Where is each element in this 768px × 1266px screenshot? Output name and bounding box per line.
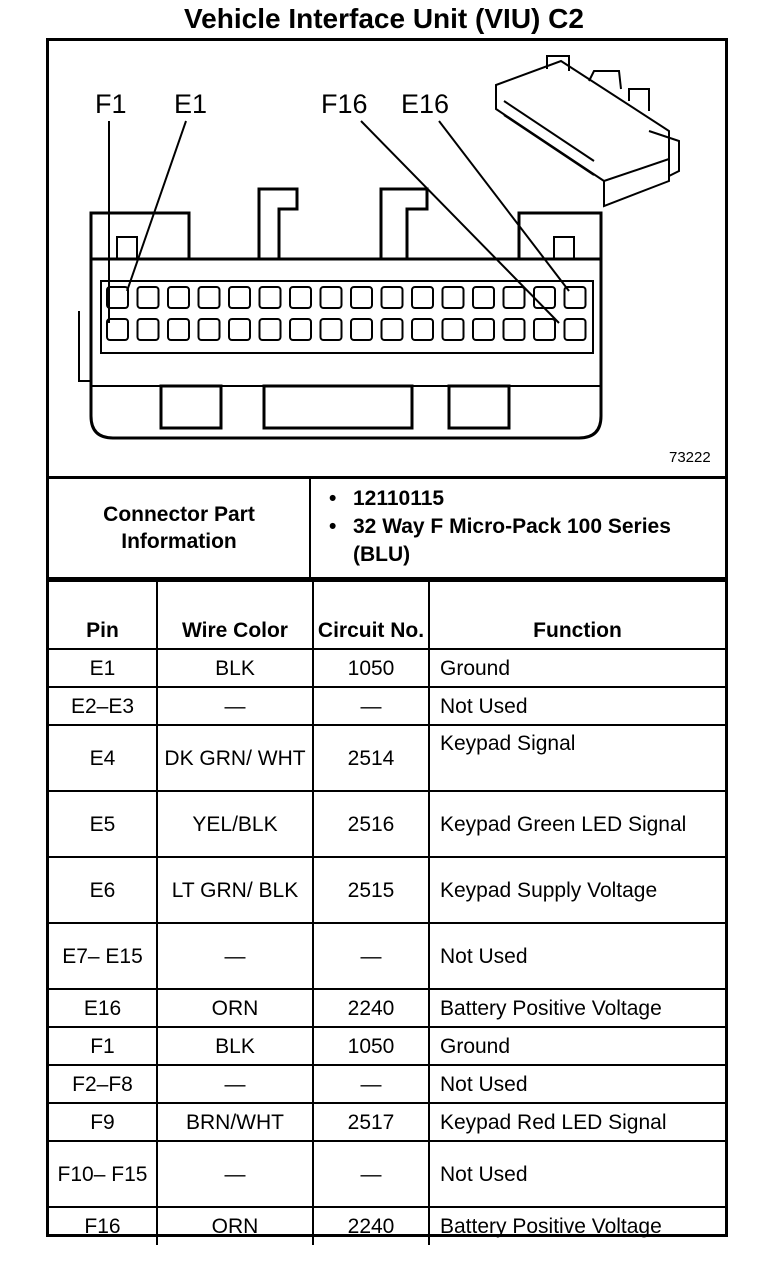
left-latch [259, 189, 297, 259]
table-row [49, 857, 725, 923]
cell-circuit: 2514 [313, 725, 429, 791]
table-row [49, 687, 725, 725]
cell-wire-color: LT GRN/ BLK [157, 857, 313, 923]
bottom-cavity-center [264, 386, 412, 428]
cell-pin: E2–E3 [49, 687, 157, 725]
pin-table [49, 580, 725, 1245]
header-function: Function [429, 581, 725, 649]
cell-wire-color: YEL/BLK [157, 791, 313, 857]
cell-pin: F10– F15 [49, 1141, 157, 1207]
table-row [49, 989, 725, 1027]
label-f1: F1 [95, 89, 127, 119]
pin-cavity [107, 287, 128, 308]
cell-pin: E1 [49, 649, 157, 687]
header-pin: Pin [49, 581, 157, 649]
pin-cavity [534, 287, 555, 308]
pin-face [101, 281, 593, 353]
pin-cavity [229, 319, 250, 340]
cell-circuit: — [313, 1065, 429, 1103]
pin-cavity [534, 319, 555, 340]
connector-frame [46, 38, 728, 1237]
cell-wire-color: BRN/WHT [157, 1103, 313, 1141]
connector-3d-view [496, 56, 679, 206]
table-row [49, 1027, 725, 1065]
table-row [49, 1065, 725, 1103]
connector-body-outline [91, 259, 601, 438]
table-row [49, 725, 725, 791]
pin-cavity [199, 287, 220, 308]
cell-function: Keypad Supply Voltage [429, 857, 725, 923]
pin-cavity [443, 319, 464, 340]
cell-wire-color: ORN [157, 989, 313, 1027]
header-wire-color: Wire Color [157, 581, 313, 649]
cell-circuit: 1050 [313, 1027, 429, 1065]
table-row [49, 1103, 725, 1141]
cell-pin: E7– E15 [49, 923, 157, 989]
cell-function: Not Used [429, 923, 725, 989]
pin-cavity [504, 319, 525, 340]
cell-pin: E6 [49, 857, 157, 923]
cell-circuit: — [313, 923, 429, 989]
cell-circuit: — [313, 1141, 429, 1207]
leader-f16 [361, 121, 559, 323]
label-e1: E1 [174, 89, 208, 119]
cell-function: Keypad Red LED Signal [429, 1103, 725, 1141]
pin-cavity [168, 287, 189, 308]
cell-wire-color: — [157, 1141, 313, 1207]
cell-wire-color: BLK [157, 1027, 313, 1065]
pin-cavity [412, 319, 433, 340]
connector-diagram [49, 41, 725, 476]
side-key [79, 311, 91, 381]
pin-cavity [321, 319, 342, 340]
bottom-cavity-left [161, 386, 221, 428]
cell-pin: F2–F8 [49, 1065, 157, 1103]
cell-circuit: 2515 [313, 857, 429, 923]
cell-wire-color: BLK [157, 649, 313, 687]
cell-function: Battery Positive Voltage [429, 989, 725, 1027]
pin-cavity [229, 287, 250, 308]
cell-wire-color: — [157, 687, 313, 725]
right-notch [554, 237, 574, 259]
table-row [49, 649, 725, 687]
pin-cavities [107, 287, 586, 340]
table-row [49, 923, 725, 989]
pin-cavity [260, 319, 281, 340]
cell-function: Not Used [429, 1141, 725, 1207]
cell-function: Keypad Green LED Signal [429, 791, 725, 857]
cell-function: Ground [429, 1027, 725, 1065]
connector-drawing [49, 41, 725, 476]
pin-cavity [138, 287, 159, 308]
cell-circuit: 2240 [313, 1207, 429, 1245]
cell-circuit: — [313, 687, 429, 725]
pin-cavity [473, 287, 494, 308]
table-row [49, 1141, 725, 1207]
pin-cavity [138, 319, 159, 340]
bottom-cavity-right [449, 386, 509, 428]
pin-cavity [351, 319, 372, 340]
cell-function: Not Used [429, 1065, 725, 1103]
cell-circuit: 1050 [313, 649, 429, 687]
page-title: Vehicle Interface Unit (VIU) C2 [184, 3, 584, 34]
cell-pin: E16 [49, 989, 157, 1027]
pin-cavity [260, 287, 281, 308]
drawing-number: 73222 [669, 449, 711, 466]
cell-wire-color: DK GRN/ WHT [157, 725, 313, 791]
pin-cavity [443, 287, 464, 308]
cell-pin: F16 [49, 1207, 157, 1245]
pin-cavity [412, 287, 433, 308]
cell-pin: E5 [49, 791, 157, 857]
table-row [49, 791, 725, 857]
pin-cavity [107, 319, 128, 340]
pin-cavity [382, 287, 403, 308]
pin-cavity [382, 319, 403, 340]
cell-wire-color: ORN [157, 1207, 313, 1245]
table-header-row [49, 581, 725, 649]
label-f16: F16 [321, 89, 368, 119]
pin-cavity [168, 319, 189, 340]
pin-cavity [351, 287, 372, 308]
cell-wire-color: — [157, 1065, 313, 1103]
connector-info-label: Connector Part Information [49, 479, 311, 577]
cell-function: Keypad Signal [429, 725, 725, 791]
label-e16: E16 [401, 89, 450, 119]
connector-info-list [329, 485, 719, 569]
pin-cavity [504, 287, 525, 308]
cell-pin: F9 [49, 1103, 157, 1141]
pin-cavity [199, 319, 220, 340]
cell-function: Not Used [429, 687, 725, 725]
bullet-icon: • [329, 487, 337, 510]
cell-function: Battery Positive Voltage [429, 1207, 725, 1245]
cell-wire-color: — [157, 923, 313, 989]
leader-e1 [127, 121, 186, 291]
info-item-part-number: • 12110115 [329, 485, 719, 513]
bullet-icon: • [329, 515, 337, 538]
pin-cavity [290, 319, 311, 340]
pin-cavity [321, 287, 342, 308]
table-row [49, 1207, 725, 1245]
cell-pin: E4 [49, 725, 157, 791]
cell-pin: F1 [49, 1027, 157, 1065]
info-item-description: • 32 Way F Micro-Pack 100 Series (BLU) [329, 513, 719, 569]
pin-cavity [473, 319, 494, 340]
cell-circuit: 2240 [313, 989, 429, 1027]
connector-part-info [49, 476, 725, 580]
pin-cavity [565, 319, 586, 340]
pin-cavity [290, 287, 311, 308]
cell-function: Ground [429, 649, 725, 687]
header-circuit: Circuit No. [313, 581, 429, 649]
cell-circuit: 2517 [313, 1103, 429, 1141]
left-notch [117, 237, 137, 259]
cell-circuit: 2516 [313, 791, 429, 857]
center-latch [381, 189, 427, 259]
